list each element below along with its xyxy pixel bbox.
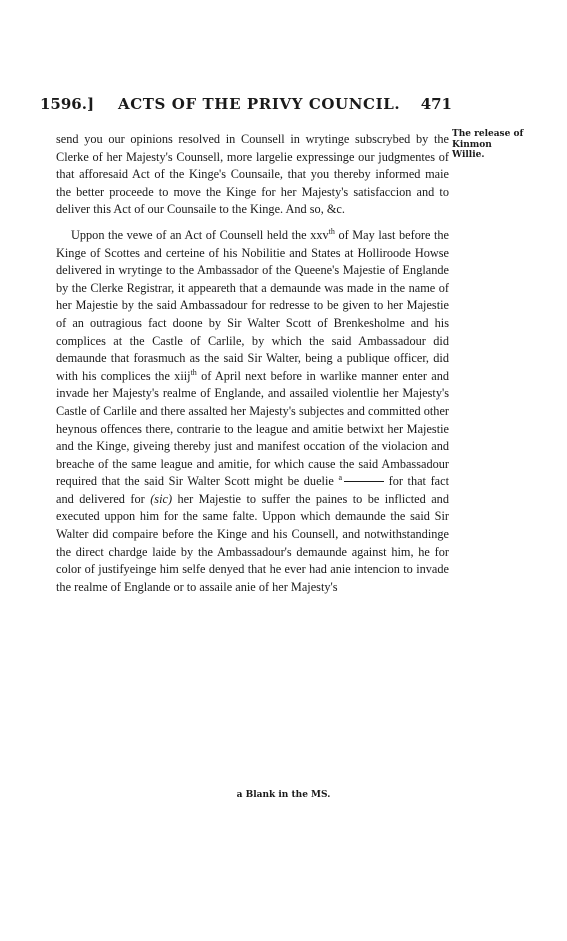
paragraph-2-part-4: for that fact and delivered for bbox=[56, 474, 449, 506]
paragraph-2-part-3: of April next before in warlike manner enter and invade her Majesty's realme of Englande, and assailed violentlie her Majesty's Castle of Carlile and there assalted her Majesty's subjectes and committed other heynous offences there, contrarie to the league and amitie betwixt her Majestie and the Kinge, giveing thereby just and manifest occation of the violacion and breache of the same league and amitie, for which cause the said Ambassadour required that the said Sir Walter Scott might be duelie bbox=[56, 368, 449, 489]
margin-note-line: The release of bbox=[452, 129, 524, 139]
paragraph-2-part-2: of May last before the Kinge of Scottes and certeine of his Nobilitie and States at Holliroode Howse delivered in wrytinge to the Ambassador of the Queene's Majestie of Englande by the Clerke Registrar, it appeareth that a demaunde was made in the name of her Majestie by the said Ambassadour for redresse to be given to her Majestie of an outragious fact doone by Sir Walter Scott of Brenkesholme and his complices at the Castle of Carlile, by which the said Ambassadour did demaunde that forasmuch as the said Sir Walter, being a publique officer, did with his complices the xiij bbox=[56, 227, 449, 383]
paragraph-2-part-1: Uppon the vewe of an Act of Counsell held the xxv bbox=[71, 227, 329, 242]
footnote: a Blank in the MS. bbox=[236, 790, 331, 800]
blank-line bbox=[344, 481, 384, 482]
page-number: 471 bbox=[420, 95, 452, 113]
header-title: ACTS OF THE PRIVY COUNCIL. bbox=[118, 95, 401, 113]
header-year: 1596.] bbox=[40, 95, 95, 113]
sic-annotation: (sic) bbox=[150, 491, 173, 506]
paragraph-2 bbox=[56, 227, 449, 596]
margin-note-line: Willie. bbox=[452, 150, 485, 160]
footnote-marker: a bbox=[338, 473, 342, 483]
body-text bbox=[56, 131, 449, 596]
superscript-th: th bbox=[328, 226, 335, 236]
running-header bbox=[40, 95, 452, 117]
superscript-th: th bbox=[190, 367, 197, 377]
paragraph-1: send you our opinions resolved in Counsell in wrytinge subscrybed by the Clerke of her Majesty's Counsell, more largelie expressinge our judgmentes of that afforesaid Act of the Kinge's Counsaile, that you thereby informed maie the better proceede to move the Kinge for her Majesty's satisfaccion and to deliver this Act of our Counsaile to the Kinge. And so, &c. bbox=[56, 132, 449, 217]
margin-note bbox=[452, 129, 532, 161]
paragraph-2-part-5: her Majestie to suffer the paines to be inflicted and executed uppon him for the same falte. Uppon which demaunde the said Sir Walter did compaire before the Kinge and his Counsell, and notwithstandinge the direct chardge laide by the Ambassadour's demaunde against him, he for color of justifyeinge him selfe denyed that he ever had anie intencion to invade the realme of Englande or to assaile anie of her Majesty's bbox=[56, 491, 449, 594]
margin-note-line: Kinmon bbox=[452, 139, 492, 150]
